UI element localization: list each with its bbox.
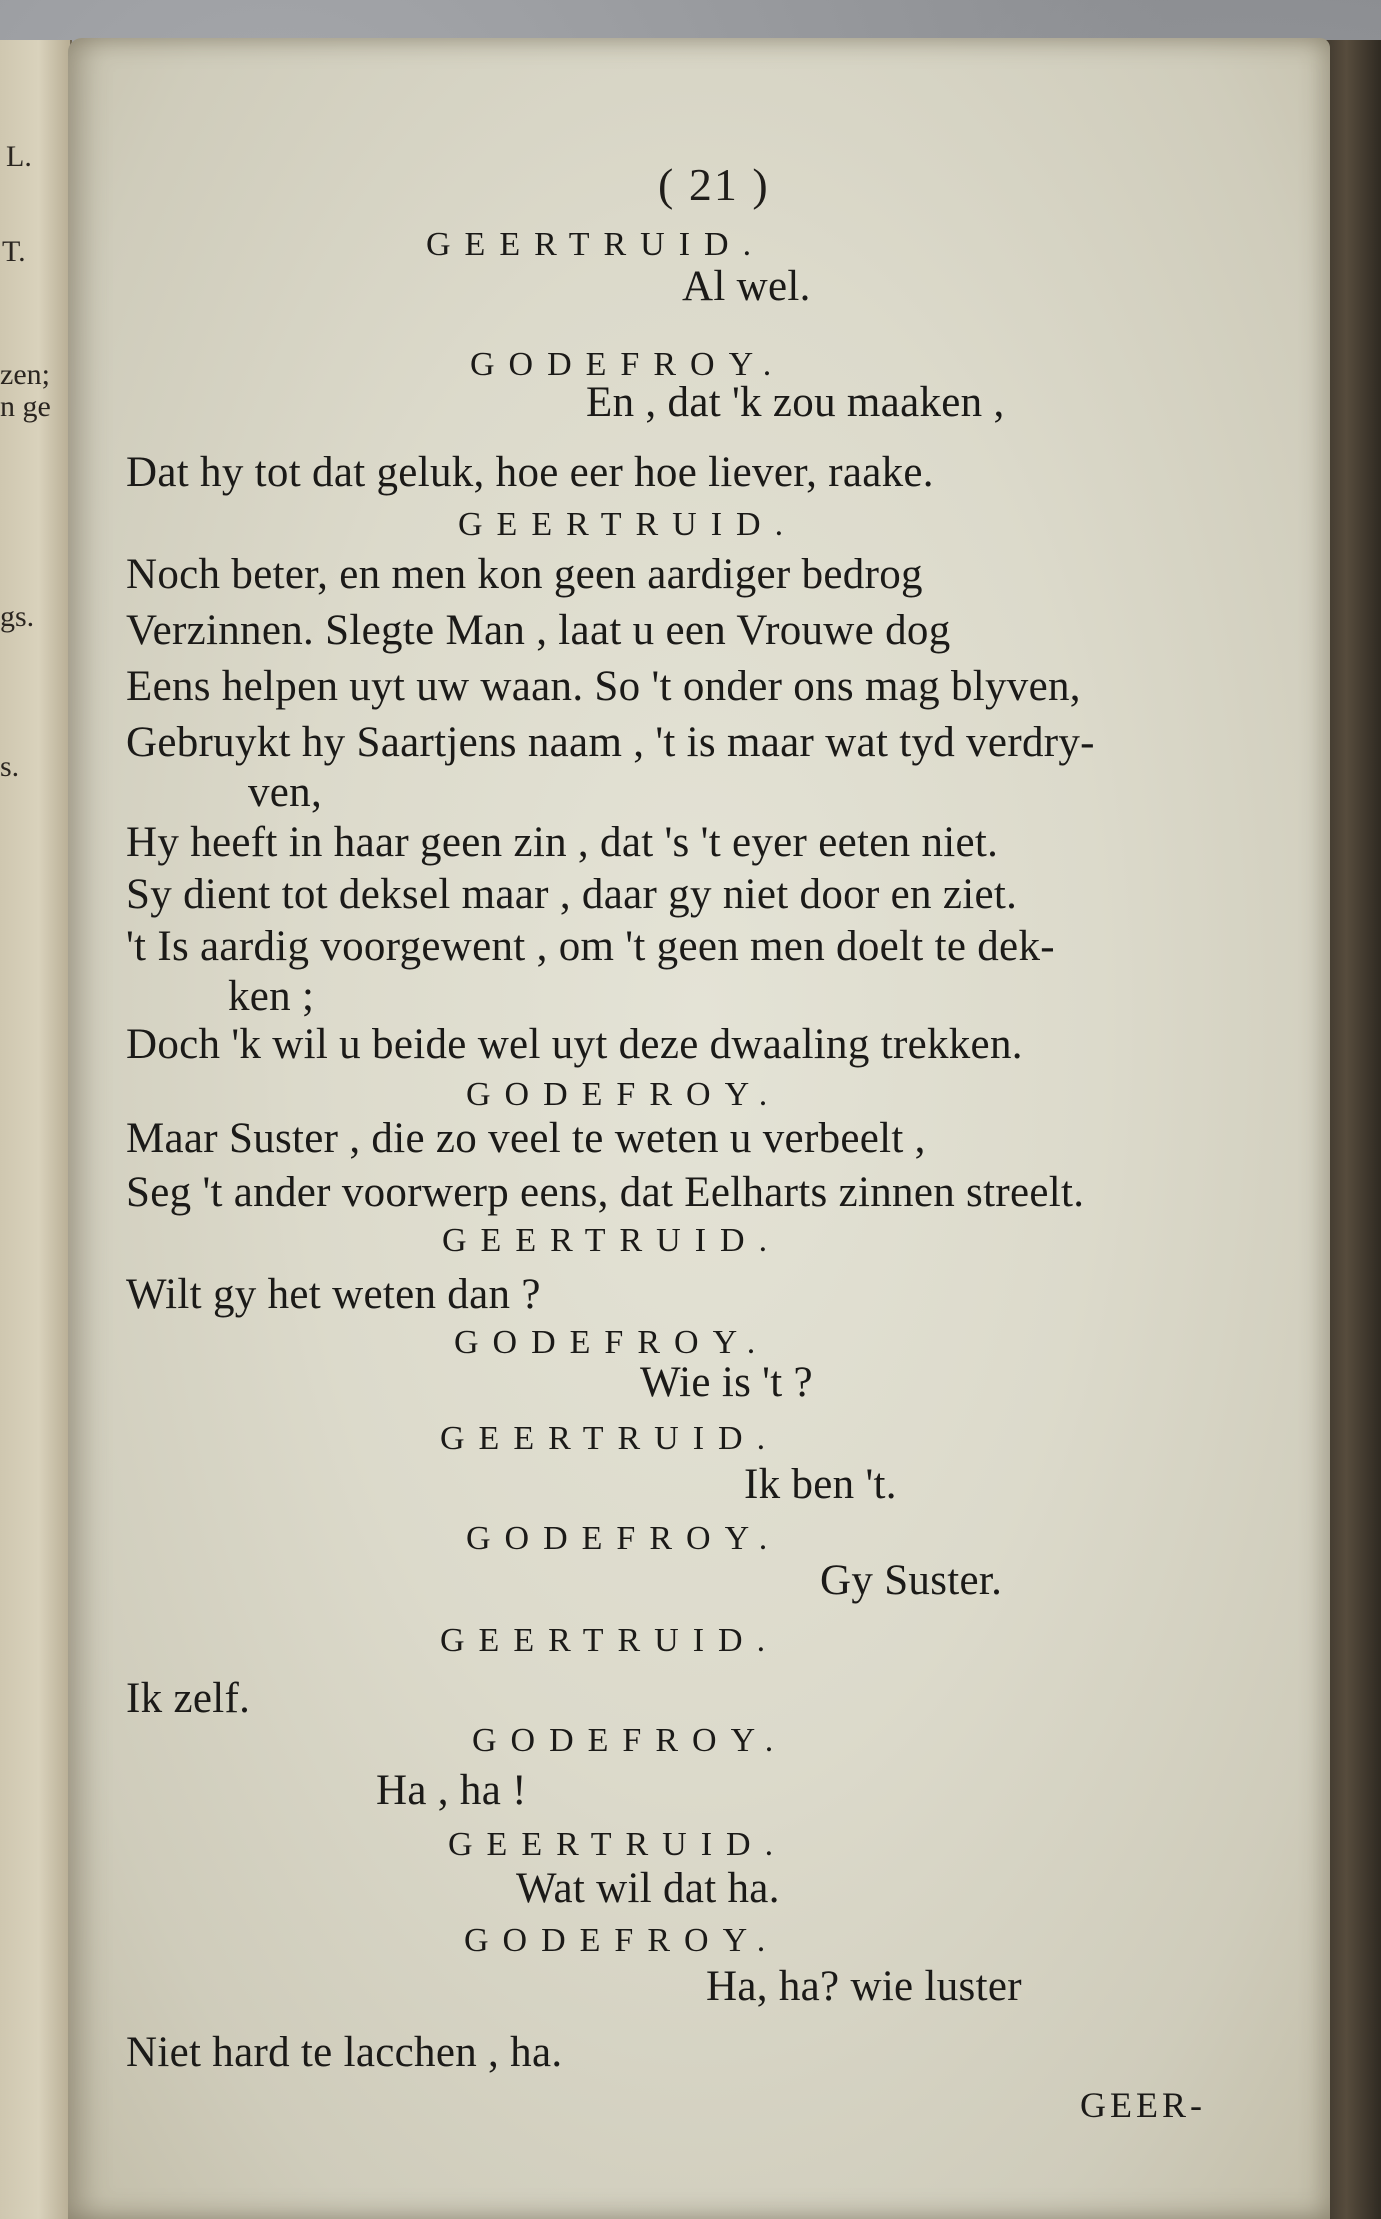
- speaker-heading: GODEFROY.: [466, 1076, 782, 1113]
- verse-line: Gebruykt hy Saartjens naam , 't is maar wat tyd verdry-: [126, 719, 1095, 766]
- verse-line: Al wel.: [682, 263, 811, 310]
- verse-line: Hy heeft in haar geen zin , dat 's 't eyer eeten niet.: [126, 819, 999, 866]
- speaker-heading: GODEFROY.: [472, 1722, 788, 1759]
- speaker-heading: GODEFROY.: [470, 346, 786, 383]
- verse-line: Gy Suster.: [820, 1557, 1003, 1604]
- left-page-fragment: zen;: [0, 358, 50, 391]
- verse-line: ven,: [248, 769, 323, 816]
- left-page-fragment: T.: [2, 235, 26, 268]
- left-page-fragment: n ge: [0, 390, 51, 423]
- verse-line: Niet hard te lacchen , ha.: [126, 2029, 563, 2076]
- speaker-heading: GEERTRUID.: [442, 1222, 782, 1259]
- verse-line: En , dat 'k zou maaken ,: [586, 379, 1005, 426]
- verse-line: Seg 't ander voorwerp eens, dat Eelharts zinnen streelt.: [126, 1169, 1085, 1216]
- verse-line: Wat wil dat ha.: [516, 1865, 780, 1912]
- verse-line: Eens helpen uyt uw waan. So 't onder ons mag blyven,: [126, 663, 1081, 710]
- verse-line: Maar Suster , die zo veel te weten u verbeelt ,: [126, 1115, 926, 1162]
- verse-line: ken ;: [228, 973, 315, 1020]
- speaker-heading: GEERTRUID.: [440, 1420, 780, 1457]
- page-number: ( 21 ): [658, 159, 770, 210]
- verse-line: Doch 'k wil u beide wel uyt deze dwaaling trekken.: [126, 1021, 1023, 1068]
- left-page-fragment: L.: [6, 140, 32, 173]
- book-edge: [1323, 40, 1381, 2219]
- verse-line: 't Is aardig voorgewent , om 't geen men doelt te dek-: [126, 923, 1055, 970]
- left-page-fragment: gs.: [0, 600, 35, 633]
- speaker-heading: GEERTRUID.: [458, 506, 798, 543]
- verse-line: Verzinnen. Slegte Man , laat u een Vrouwe dog: [126, 607, 951, 654]
- speaker-heading: GEERTRUID.: [440, 1622, 780, 1659]
- speaker-heading: GODEFROY.: [454, 1324, 770, 1361]
- speaker-heading: GEERTRUID.: [448, 1826, 788, 1863]
- book-page: [68, 38, 1330, 2219]
- verse-line: Ha , ha !: [376, 1767, 527, 1814]
- verse-line: Sy dient tot deksel maar , daar gy niet door en ziet.: [126, 871, 1018, 918]
- verse-line: Ik ben 't.: [744, 1461, 897, 1508]
- verse-line: Ik zelf.: [126, 1675, 251, 1722]
- left-page-fragment: s.: [0, 750, 20, 783]
- verse-line: Wilt gy het weten dan ?: [126, 1271, 541, 1318]
- left-page-edge: [0, 40, 72, 2219]
- verse-line: Ha, ha? wie luster: [706, 1963, 1022, 2010]
- speaker-heading: GEERTRUID.: [426, 226, 766, 263]
- catchword: GEER-: [1080, 2085, 1206, 2125]
- verse-line: Wie is 't ?: [640, 1359, 813, 1406]
- verse-line: Dat hy tot dat geluk, hoe eer hoe liever, raake.: [126, 449, 934, 496]
- speaker-heading: GODEFROY.: [464, 1922, 780, 1959]
- speaker-heading: GODEFROY.: [466, 1520, 782, 1557]
- verse-line: Noch beter, en men kon geen aardiger bedrog: [126, 551, 923, 598]
